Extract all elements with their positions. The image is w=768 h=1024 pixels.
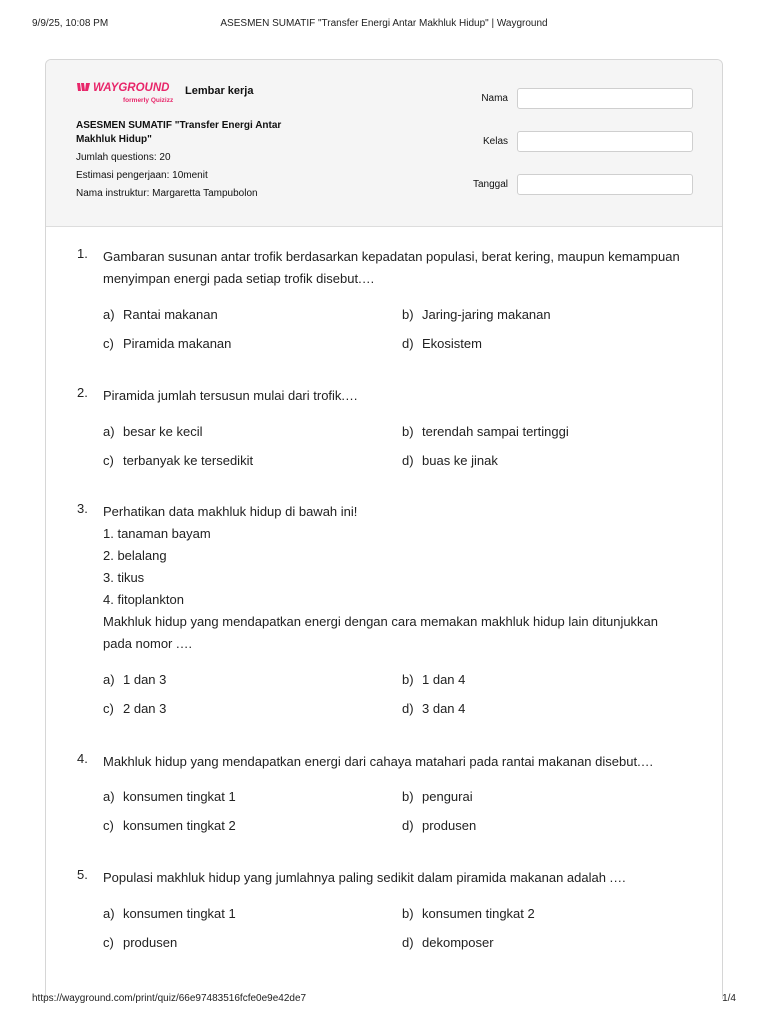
option-letter: c) bbox=[103, 453, 114, 468]
option-text: terbanyak ke tersedikit bbox=[123, 453, 254, 468]
question-line: 4. fitoplankton bbox=[103, 592, 184, 607]
option-text: konsumen tingkat 2 bbox=[123, 818, 236, 833]
option-text: konsumen tingkat 2 bbox=[422, 906, 535, 921]
option-3a bbox=[103, 672, 166, 687]
question-line: Makhluk hidup yang mendapatkan energi dengan cara memakan makhluk hidup lain ditunjukkan bbox=[103, 614, 659, 629]
option-letter: a) bbox=[103, 906, 115, 921]
option-text: konsumen tingkat 1 bbox=[123, 789, 236, 804]
option-text: konsumen tingkat 1 bbox=[123, 906, 236, 921]
option-text: Piramida makanan bbox=[123, 336, 232, 351]
page-number: 1/4 bbox=[722, 993, 736, 1004]
option-text: Ekosistem bbox=[422, 336, 482, 351]
option-letter: a) bbox=[103, 307, 115, 322]
svg-text:formerly Quizizz: formerly Quizizz bbox=[123, 97, 174, 104]
option-5d bbox=[402, 935, 494, 950]
worksheet-header bbox=[46, 60, 722, 227]
question-line: Makhluk hidup yang mendapatkan energi dari cahaya matahari pada rantai makanan disebut.… bbox=[103, 754, 654, 769]
option-text: terendah sampai tertinggi bbox=[422, 424, 569, 439]
option-2a bbox=[103, 424, 202, 439]
question-line: Gambaran susunan antar trofik berdasarkan kepadatan populasi, berat kering, maupun kemampuan bbox=[103, 249, 680, 264]
option-2c bbox=[103, 453, 253, 468]
option-text: produsen bbox=[422, 818, 477, 833]
option-letter: b) bbox=[402, 307, 414, 322]
wayground-logo bbox=[76, 80, 180, 112]
worksheet-label: Lembar kerja bbox=[185, 85, 254, 97]
question-number: 1. bbox=[77, 246, 88, 261]
question-count: Jumlah questions: 20 bbox=[76, 152, 171, 163]
option-letter: a) bbox=[103, 672, 115, 687]
option-3c bbox=[103, 701, 166, 716]
option-text: Jaring-jaring makanan bbox=[422, 307, 551, 322]
date-label: Tanggal bbox=[472, 179, 508, 190]
wayground-logo-mark bbox=[76, 80, 180, 112]
option-letter: c) bbox=[103, 818, 114, 833]
question-text bbox=[103, 246, 703, 290]
option-letter: d) bbox=[402, 336, 414, 351]
option-text: 3 dan 4 bbox=[422, 701, 466, 716]
question-line: 3. tikus bbox=[103, 570, 145, 585]
option-letter: b) bbox=[402, 789, 414, 804]
option-text: 2 dan 3 bbox=[123, 701, 167, 716]
option-4d bbox=[402, 818, 476, 833]
date-field[interactable] bbox=[517, 174, 693, 195]
question-line: menyimpan energi pada setiap trofik disebut.… bbox=[103, 271, 375, 286]
option-text: Rantai makanan bbox=[123, 307, 218, 322]
option-letter: c) bbox=[103, 336, 114, 351]
instructor-name: Nama instruktur: Margaretta Tampubolon bbox=[76, 188, 258, 199]
option-5b bbox=[402, 906, 535, 921]
option-4a bbox=[103, 789, 236, 804]
svg-text:WAYGROUND: WAYGROUND bbox=[93, 82, 170, 94]
option-letter: a) bbox=[103, 424, 115, 439]
question-line: pada nomor .… bbox=[103, 636, 193, 651]
quiz-title-line-2: Makhluk Hidup" bbox=[76, 134, 152, 145]
option-5c bbox=[103, 935, 177, 950]
option-text: 1 dan 3 bbox=[123, 672, 167, 687]
print-url: https://wayground.com/print/quiz/66e97483516fcfe0e9e42de7 bbox=[32, 993, 307, 1004]
option-4c bbox=[103, 818, 236, 833]
option-2b bbox=[402, 424, 569, 439]
question-text bbox=[103, 501, 703, 655]
question-text bbox=[103, 867, 703, 889]
class-label: Kelas bbox=[482, 136, 508, 147]
option-text: produsen bbox=[123, 935, 178, 950]
option-2d bbox=[402, 453, 498, 468]
option-letter: c) bbox=[103, 701, 114, 716]
option-text: besar ke kecil bbox=[123, 424, 203, 439]
option-text: pengurai bbox=[422, 789, 473, 804]
question-number: 4. bbox=[77, 751, 88, 766]
option-1d bbox=[402, 336, 482, 351]
option-letter: b) bbox=[402, 672, 414, 687]
option-letter: b) bbox=[402, 424, 414, 439]
question-line: 2. belalang bbox=[103, 548, 167, 563]
option-1b bbox=[402, 307, 551, 322]
name-field[interactable] bbox=[517, 88, 693, 109]
time-estimate: Estimasi pengerjaan: 10menit bbox=[76, 170, 208, 181]
option-letter: c) bbox=[103, 935, 114, 950]
class-field[interactable] bbox=[517, 131, 693, 152]
question-line: Populasi makhluk hidup yang jumlahnya paling sedikit dalam piramida makanan adalah .… bbox=[103, 870, 627, 885]
question-number: 5. bbox=[77, 867, 88, 882]
option-letter: d) bbox=[402, 701, 414, 716]
option-5a bbox=[103, 906, 236, 921]
question-text bbox=[103, 751, 703, 773]
question-number: 3. bbox=[77, 501, 88, 516]
option-3d bbox=[402, 701, 465, 716]
name-label: Nama bbox=[481, 93, 508, 104]
quiz-title bbox=[76, 119, 326, 147]
question-line: Piramida jumlah tersusun mulai dari trofik.… bbox=[103, 388, 359, 403]
option-letter: a) bbox=[103, 789, 115, 804]
print-page-title: ASESMEN SUMATIF "Transfer Energi Antar Makhluk Hidup" | Wayground bbox=[220, 18, 548, 29]
option-4b bbox=[402, 789, 473, 804]
print-timestamp: 9/9/25, 10:08 PM bbox=[32, 18, 109, 29]
question-line: Perhatikan data makhluk hidup di bawah ini! bbox=[103, 504, 358, 519]
option-text: buas ke jinak bbox=[422, 453, 498, 468]
question-number: 2. bbox=[77, 385, 88, 400]
option-letter: d) bbox=[402, 453, 414, 468]
option-1c bbox=[103, 336, 231, 351]
quiz-title-line-1: ASESMEN SUMATIF "Transfer Energi Antar bbox=[76, 120, 282, 131]
question-line: 1. tanaman bayam bbox=[103, 526, 211, 541]
option-letter: b) bbox=[402, 906, 414, 921]
option-letter: d) bbox=[402, 935, 414, 950]
option-1a bbox=[103, 307, 218, 322]
option-text: 1 dan 4 bbox=[422, 672, 466, 687]
option-text: dekomposer bbox=[422, 935, 494, 950]
print-header bbox=[0, 0, 768, 44]
question-text bbox=[103, 385, 703, 407]
option-3b bbox=[402, 672, 465, 687]
worksheet bbox=[45, 59, 723, 999]
option-letter: d) bbox=[402, 818, 414, 833]
